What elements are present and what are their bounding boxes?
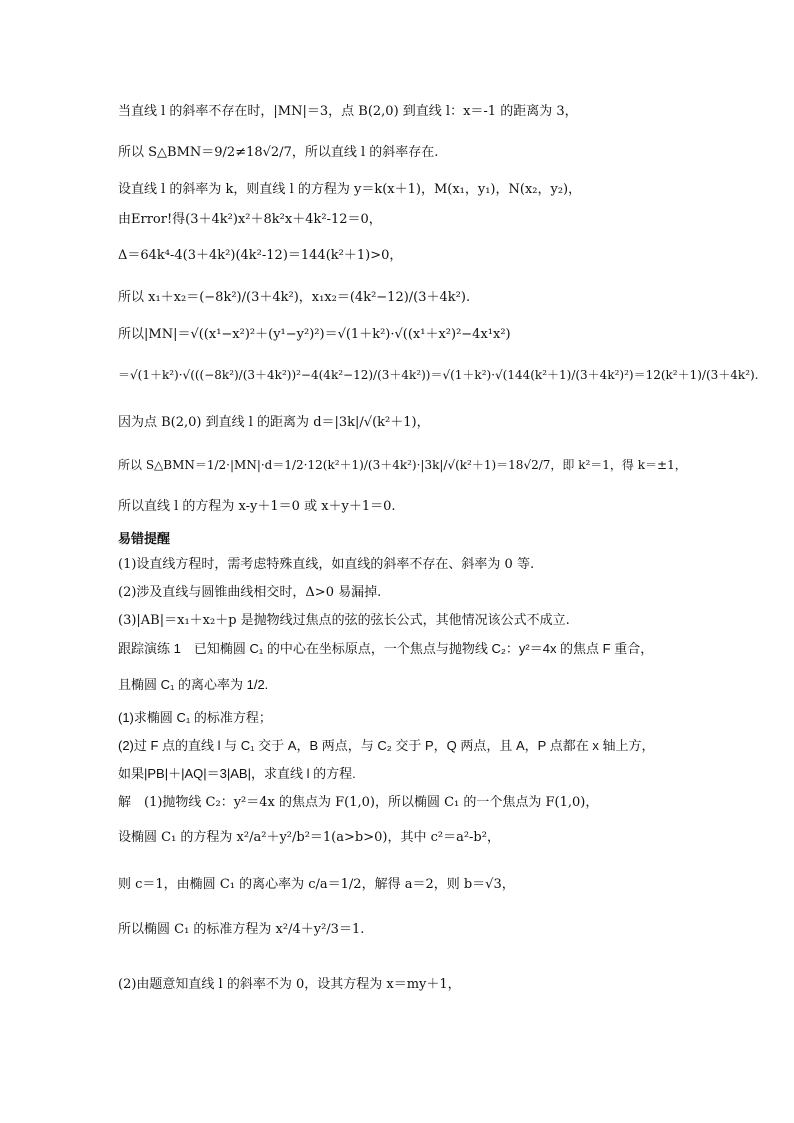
text-line: 设椭圆 C₁ 的方程为 x²/a²＋y²/b²＝1(a>b>0)，其中 c²＝a²-b²， bbox=[118, 830, 500, 845]
text-line: 所以椭圆 C₁ 的标准方程为 x²/4＋y²/3＝1. bbox=[118, 922, 365, 937]
text-line: 跟踪演练 1 已知椭圆 C₁ 的中心在坐标原点，一个焦点与抛物线 C₂：y²＝4x 的焦点 F 重合， bbox=[118, 641, 654, 656]
text-line: 所以直线 l 的方程为 x-y＋1＝0 或 x＋y＋1＝0. bbox=[118, 499, 396, 514]
text-line: 如果|PB|＋|AQ|＝3|AB|，求直线 l 的方程. bbox=[118, 766, 356, 781]
text-line: (1)求椭圆 C₁ 的标准方程； bbox=[118, 710, 272, 725]
text-line: (2)过 F 点的直线 l 与 C₁ 交于 A，B 两点，与 C₂ 交于 P，Q 两点，且 A，P 点都在 x 轴上方， bbox=[118, 738, 655, 753]
text-line: (2)由题意知直线 l 的斜率不为 0，设其方程为 x＝my＋1， bbox=[118, 977, 461, 992]
text-line: 且椭圆 C₁ 的离心率为 1/2. bbox=[118, 677, 269, 692]
section-heading: 易错提醒 bbox=[118, 531, 171, 546]
text-line: 所以 x₁＋x₂＝(−8k²)/(3＋4k²)，x₁x₂＝(4k²−12)/(3＋4k²). bbox=[118, 290, 471, 305]
text-line: 由Error!得(3＋4k²)x²＋8k²x＋4k²-12＝0， bbox=[118, 212, 382, 227]
text-line: 因为点 B(2,0) 到直线 l 的距离为 d＝|3k|/√(k²＋1)， bbox=[118, 415, 430, 430]
text-line: 解 (1)抛物线 C₂：y²＝4x 的焦点为 F(1,0)，所以椭圆 C₁ 的一个焦点为 F(1,0)， bbox=[118, 795, 599, 810]
text-line: 所以 S△BMN＝9/2≠18√2/7，所以直线 l 的斜率存在. bbox=[118, 145, 439, 160]
text-line: 则 c＝1，由椭圆 C₁ 的离心率为 c/a＝1/2，解得 a＝2，则 b＝√3， bbox=[118, 877, 515, 892]
text-line: (1)设直线方程时，需考虑特殊直线，如直线的斜率不存在、斜率为 0 等. bbox=[118, 557, 535, 572]
text-line: (3)|AB|＝x₁＋x₂＋p 是抛物线过焦点的弦的弦长公式，其他情况该公式不成立. bbox=[118, 613, 570, 628]
text-line: 设直线 l 的斜率为 k，则直线 l 的方程为 y＝k(x＋1)，M(x₁，y₁)，N(x₂，y₂)， bbox=[118, 182, 582, 197]
text-line: 所以 S△BMN＝1/2·|MN|·d＝1/2·12(k²＋1)/(3＋4k²)·|3k|/√(k²＋1)＝18√2/7，即 k²＝1，得 k＝±1， bbox=[118, 458, 687, 472]
text-line: Δ＝64k⁴-4(3＋4k²)(4k²-12)＝144(k²＋1)>0， bbox=[118, 248, 403, 263]
text-line: (2)涉及直线与圆锥曲线相交时，Δ>0 易漏掉. bbox=[118, 585, 382, 600]
text-line: 所以|MN|＝√((x¹−x²)²＋(y¹−y²)²)＝√(1＋k²)·√((x¹＋x²)²−4x¹x²) bbox=[118, 327, 511, 342]
text-line: 当直线 l 的斜率不存在时，|MN|＝3，点 B(2,0) 到直线 l：x＝-1 的距离为 3， bbox=[118, 104, 578, 119]
text-line: ＝√(1＋k²)·√(((−8k²)/(3＋4k²))²−4(4k²−12)/(3＋4k²))＝√(1＋k²)·√(144(k²＋1)/(3＋4k²)²)＝12(k²＋1)/(3＋4k²). bbox=[118, 368, 759, 382]
